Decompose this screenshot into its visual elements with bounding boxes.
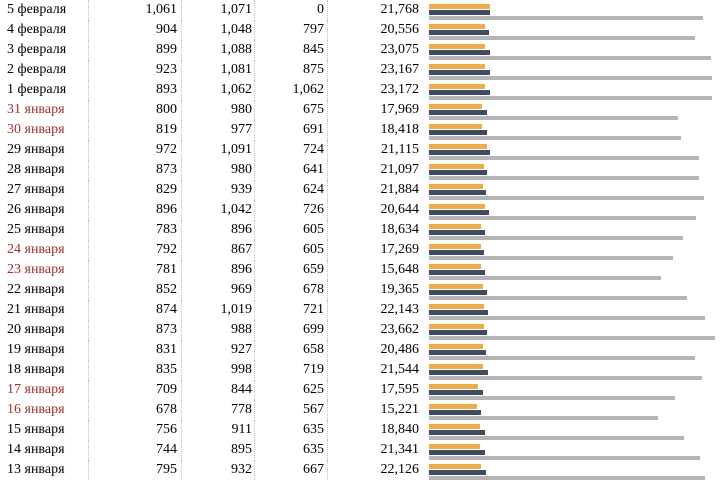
value-col2: 896	[182, 220, 255, 240]
date-label: 15 января	[0, 420, 89, 440]
value-col1: 1,061	[89, 0, 182, 20]
value-col4: 20,486	[380, 342, 419, 357]
bar-group	[429, 100, 722, 120]
table-row	[0, 140, 722, 160]
bar-orange	[429, 404, 477, 409]
value-col4: 22,126	[380, 462, 419, 477]
date-label: 18 января	[0, 360, 89, 380]
value-col4: 23,167	[380, 62, 419, 77]
bar-group	[429, 400, 722, 420]
value-col2: 939	[182, 180, 255, 200]
date-label: 31 января	[0, 100, 89, 120]
bar-orange	[429, 324, 484, 329]
date-label: 24 января	[0, 240, 89, 260]
date-label: 1 февраля	[0, 80, 89, 100]
table-row	[0, 100, 722, 120]
bar-orange	[429, 4, 490, 9]
date-label: 26 января	[0, 200, 89, 220]
bar-navy	[429, 70, 490, 75]
date-label: 3 февраля	[0, 40, 89, 60]
bar-orange	[429, 24, 485, 29]
bar-orange	[429, 44, 485, 49]
value-col3: 635	[255, 420, 328, 440]
value-col4: 20,644	[380, 202, 419, 217]
value-col2: 1,042	[182, 200, 255, 220]
table-row	[0, 440, 722, 460]
bar-navy	[429, 470, 486, 475]
value-col4: 23,662	[380, 322, 419, 337]
bar-group	[429, 260, 722, 280]
table-row	[0, 40, 722, 60]
value-col1: 829	[89, 180, 182, 200]
bar-navy	[429, 270, 485, 275]
value-col1: 756	[89, 420, 182, 440]
value-col2: 895	[182, 440, 255, 460]
value-col3: 699	[255, 320, 328, 340]
value-col4: 21,115	[381, 142, 419, 157]
bar-group	[429, 120, 722, 140]
value-col3: 726	[255, 200, 328, 220]
bar-navy	[429, 210, 489, 215]
value-col3: 667	[255, 460, 328, 480]
bar-navy	[429, 290, 487, 295]
value-col1: 678	[89, 400, 182, 420]
bar-orange	[429, 124, 482, 129]
value-col4: 22,143	[380, 302, 419, 317]
value-col1: 744	[89, 440, 182, 460]
value-col2: 1,081	[182, 60, 255, 80]
bar-group	[429, 340, 722, 360]
value-col1: 709	[89, 380, 182, 400]
value-col1: 819	[89, 120, 182, 140]
date-label: 22 января	[0, 280, 89, 300]
value-col4: 18,840	[380, 422, 419, 437]
value-col3: 0	[255, 0, 328, 20]
value-col4: 21,768	[380, 2, 419, 17]
table-row	[0, 400, 722, 420]
table-row	[0, 160, 722, 180]
value-col3: 605	[255, 240, 328, 260]
bar-group	[429, 40, 722, 60]
bar-group	[429, 60, 722, 80]
table-row	[0, 200, 722, 220]
table-row	[0, 60, 722, 80]
bar-group	[429, 160, 722, 180]
value-col1: 923	[89, 60, 182, 80]
date-label: 29 января	[0, 140, 89, 160]
bar-group	[429, 240, 722, 260]
date-label: 4 февраля	[0, 20, 89, 40]
value-col2: 896	[182, 260, 255, 280]
date-label: 2 февраля	[0, 60, 89, 80]
bar-group	[429, 320, 722, 340]
value-col2: 988	[182, 320, 255, 340]
table-row	[0, 340, 722, 360]
value-col2: 927	[182, 340, 255, 360]
table-row	[0, 20, 722, 40]
value-col3: 721	[255, 300, 328, 320]
value-col3: 658	[255, 340, 328, 360]
value-col3: 625	[255, 380, 328, 400]
bar-orange	[429, 144, 487, 149]
value-col2: 778	[182, 400, 255, 420]
value-col2: 1,019	[182, 300, 255, 320]
bar-gray	[429, 476, 705, 480]
value-col3: 691	[255, 120, 328, 140]
date-label: 13 января	[0, 460, 89, 480]
value-col3: 624	[255, 180, 328, 200]
value-col2: 867	[182, 240, 255, 260]
table-row	[0, 380, 722, 400]
value-col2: 980	[182, 100, 255, 120]
bar-orange	[429, 384, 478, 389]
value-col1: 873	[89, 320, 182, 340]
bar-group	[429, 300, 722, 320]
bar-navy	[429, 230, 485, 235]
value-col1: 852	[89, 280, 182, 300]
bar-navy	[429, 30, 489, 35]
bar-orange	[429, 84, 485, 89]
value-col2: 998	[182, 360, 255, 380]
bar-orange	[429, 464, 481, 469]
value-col2: 911	[182, 420, 255, 440]
value-col3: 875	[255, 60, 328, 80]
value-col1: 972	[89, 140, 182, 160]
bar-group	[429, 0, 722, 20]
date-label: 20 января	[0, 320, 89, 340]
bar-orange	[429, 304, 484, 309]
value-col3: 567	[255, 400, 328, 420]
bar-group	[429, 20, 722, 40]
value-col3: 605	[255, 220, 328, 240]
bar-orange	[429, 344, 483, 349]
value-col4: 21,341	[380, 442, 419, 457]
value-col3: 678	[255, 280, 328, 300]
bar-navy	[429, 10, 490, 15]
value-col4: 18,418	[380, 122, 419, 137]
value-col1: 800	[89, 100, 182, 120]
bar-navy	[429, 110, 487, 115]
bar-group	[429, 420, 722, 440]
value-col4: 21,884	[380, 182, 419, 197]
date-label: 16 января	[0, 400, 89, 420]
table-row	[0, 260, 722, 280]
bar-orange	[429, 264, 481, 269]
bar-navy	[429, 450, 485, 455]
value-col2: 844	[182, 380, 255, 400]
bar-group	[429, 80, 722, 100]
bar-orange	[429, 64, 485, 69]
value-col1: 783	[89, 220, 182, 240]
value-col3: 719	[255, 360, 328, 380]
bar-navy	[429, 250, 484, 255]
table-row	[0, 220, 722, 240]
date-label: 23 января	[0, 260, 89, 280]
bar-navy	[429, 430, 485, 435]
value-col4: 23,075	[380, 42, 419, 57]
value-col4: 21,544	[380, 362, 419, 377]
date-label: 14 января	[0, 440, 89, 460]
table-row	[0, 80, 722, 100]
value-col4: 21,097	[380, 162, 419, 177]
bar-orange	[429, 224, 481, 229]
value-col1: 835	[89, 360, 182, 380]
value-col3: 845	[255, 40, 328, 60]
bar-navy	[429, 410, 481, 415]
bar-orange	[429, 164, 484, 169]
bar-group	[429, 200, 722, 220]
bar-navy	[429, 190, 486, 195]
date-label: 19 января	[0, 340, 89, 360]
value-col1: 904	[89, 20, 182, 40]
value-col4: 20,556	[380, 22, 419, 37]
value-col2: 1,048	[182, 20, 255, 40]
bar-orange	[429, 184, 483, 189]
value-col1: 899	[89, 40, 182, 60]
bar-navy	[429, 370, 488, 375]
bar-group	[429, 460, 722, 480]
value-col4: 15,648	[380, 262, 419, 277]
bar-navy	[429, 130, 487, 135]
table-row	[0, 360, 722, 380]
date-label: 28 января	[0, 160, 89, 180]
value-col2: 1,062	[182, 80, 255, 100]
table-row	[0, 320, 722, 340]
table-row	[0, 460, 722, 480]
value-col3: 635	[255, 440, 328, 460]
table-row	[0, 120, 722, 140]
bar-group	[429, 220, 722, 240]
bar-group	[429, 380, 722, 400]
value-col3: 724	[255, 140, 328, 160]
value-col3: 641	[255, 160, 328, 180]
table-row	[0, 300, 722, 320]
bar-orange	[429, 424, 480, 429]
value-col1: 831	[89, 340, 182, 360]
bar-navy	[429, 170, 487, 175]
table-row	[0, 240, 722, 260]
bar-orange	[429, 204, 485, 209]
date-label: 17 января	[0, 380, 89, 400]
bar-group	[429, 440, 722, 460]
bar-navy	[429, 350, 486, 355]
table-row	[0, 280, 722, 300]
bar-navy	[429, 50, 490, 55]
bar-navy	[429, 330, 487, 335]
bar-orange	[429, 244, 481, 249]
value-col1: 792	[89, 240, 182, 260]
value-col4: 17,269	[380, 242, 419, 257]
value-col1: 874	[89, 300, 182, 320]
bar-group	[429, 360, 722, 380]
bar-group	[429, 280, 722, 300]
value-col1: 781	[89, 260, 182, 280]
date-label: 30 января	[0, 120, 89, 140]
table-row	[0, 180, 722, 200]
bar-orange	[429, 444, 480, 449]
value-col4: 17,969	[380, 102, 419, 117]
value-col2: 969	[182, 280, 255, 300]
value-col2: 1,091	[182, 140, 255, 160]
value-col3: 659	[255, 260, 328, 280]
value-col1: 873	[89, 160, 182, 180]
bar-orange	[429, 104, 482, 109]
bar-navy	[429, 390, 483, 395]
date-label: 21 января	[0, 300, 89, 320]
value-col2: 980	[182, 160, 255, 180]
value-col2: 977	[182, 120, 255, 140]
value-col2: 1,088	[182, 40, 255, 60]
table-row	[0, 420, 722, 440]
bar-group	[429, 140, 722, 160]
value-col4: 23,172	[380, 82, 419, 97]
value-col4: 18,634	[380, 222, 419, 237]
value-col3: 1,062	[255, 80, 328, 100]
value-col4: 19,365	[380, 282, 419, 297]
bar-navy	[429, 90, 490, 95]
bar-orange	[429, 284, 483, 289]
bar-group	[429, 180, 722, 200]
value-col1: 893	[89, 80, 182, 100]
bar-orange	[429, 364, 483, 369]
date-label: 25 января	[0, 220, 89, 240]
value-col4: 15,221	[380, 402, 419, 417]
bar-navy	[429, 150, 490, 155]
value-col2: 1,071	[182, 0, 255, 20]
value-col3: 797	[255, 20, 328, 40]
value-col4: 17,595	[380, 382, 419, 397]
value-col2: 932	[182, 460, 255, 480]
value-col1: 896	[89, 200, 182, 220]
value-col3: 675	[255, 100, 328, 120]
date-label: 5 февраля	[0, 0, 89, 20]
table-row	[0, 0, 722, 20]
date-label: 27 января	[0, 180, 89, 200]
bar-navy	[429, 310, 488, 315]
value-col1: 795	[89, 460, 182, 480]
